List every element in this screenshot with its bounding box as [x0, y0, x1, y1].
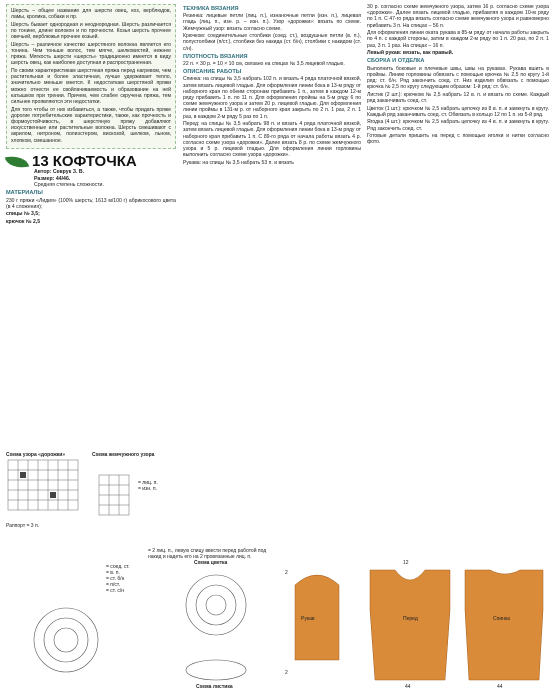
leaf-icon: [5, 153, 29, 171]
sleeve-cap: Для оформления линии оката рукава в 85-м ряду от начала работы закрыть по 4 п. с каждой стороны, затем в каждом 2-м ряду по 1 п. 20 раз, по 2 п. 1 раз, 3 п. 1 раз. На спицах – 16 п.: [367, 30, 549, 49]
pearl-chart: [98, 474, 138, 524]
scheme-dorozhki-label: Схема узора «дорожки»: [6, 452, 66, 458]
intro-paragraph: По своим характеристикам шерстяная пряжа перед нагревом, чем растительная и более эластичная, лучше удерживает тепло, значительно меньше мнется. К недостаткам шерстяной пряжи можно отнести ее свойлачиваемость и образование на ней катышков при трении. Причем, чем слабее скручена пряжа, тем сильнее проявляются эти недостатки.: [11, 68, 171, 106]
work-heading: ОПИСАНИЕ РАБОТЫ: [183, 69, 242, 76]
middle-column: [183, 4, 361, 167]
intro-paragraph: Шерсть – общее название для шерсти овец, коз, верблюдов, ламы, кролика, собаки и пр.: [11, 8, 171, 21]
scheme-pearl-label: Схема жемчужного узора: [92, 452, 155, 458]
wool-info-box: [6, 4, 176, 149]
pattern-label-front: Перед: [403, 616, 418, 622]
legend-purl: = изн. п.: [138, 486, 158, 492]
legend-dc: = ст. с/н: [106, 588, 124, 594]
crochet-text: Крючком: соединительные столбики (соед. ст.), воздушные петли (в. п.), полустолбики (п/ст.), столбики без накида (ст. б/н), столбики с накидом (ст. с/н).: [183, 33, 361, 52]
cable-legend: = 2 лиц. п., левую спицу ввести перед работой под накид и надеть его на 2 провязанные лиц. п.: [148, 548, 267, 560]
materials-hook: крючок № 2,5: [6, 219, 41, 226]
dim-back-width: 44: [497, 684, 503, 690]
article-title: КОФТОЧКА: [52, 153, 137, 171]
technique-heading: ТЕХНИКА ВЯЗАНИЯ: [183, 6, 239, 12]
knit-charts: [6, 452, 186, 529]
rapport-label: Раппорт = 3 п.: [6, 523, 40, 529]
crochet-legend: [106, 564, 130, 594]
dim-front-width: 44: [405, 684, 411, 690]
dim-sleeve-bottom: 2: [285, 670, 288, 676]
author: Автор: Севрук З. В.: [34, 169, 85, 176]
article-meta: [34, 169, 176, 188]
difficulty: Средняя степень сложности.: [34, 182, 104, 189]
intro-paragraph: Шерсть – различное качество шерстяного волокна является его тонина. Чем тоньше волос, тем мягче, шелковистей, нежнее пряжа. Мягкость шерсти «шерсть» традиционно имеется в виду шерсть овец, как наиболее доступная и распространенная.: [11, 41, 171, 67]
sleeve-text: Рукава: на спицы № 3,5 набрать 53 п. и вязать: [183, 159, 294, 166]
legend-chain: = в. п.: [106, 570, 120, 576]
crochet-chart: [6, 560, 276, 695]
materials-heading: МАТЕРИАЛЫ: [6, 190, 43, 197]
article-number: 13: [32, 153, 49, 171]
density-heading: ПЛОТНОСТЬ ВЯЗАНИЯ: [183, 53, 248, 60]
right-column: [367, 4, 549, 147]
assembly-text: Выполнить боковые и плечевые швы, швы на рукавах. Рукава вшить в проймы. Линию горловины обвязать с помощью крючка № 2,5 по кругу 1-й ряд: ст. б/н. Ряд закончить соед. ст. Низ изделия обвязать с помощью крючка № 2,5 по кругу следующим образом: 1-й ряд: ст. б/н.: [367, 65, 549, 91]
left-sleeve: Левый рукав: вязать, как правый.: [367, 50, 454, 57]
materials-needles: спицы № 3,5;: [6, 211, 40, 218]
assembly-heading: СБОРКА И ОТДЕЛКА: [367, 58, 425, 65]
left-column: [6, 4, 176, 227]
knit-legend: [138, 480, 178, 492]
legend-sc: = ст. б/н: [106, 576, 125, 582]
flower-text: Цветок (1 шт.): крючком № 2,5 набрать цепочку из 8 в. п. и замкнуть в кругу. Каждый ряд заканчивать соед. ст. Обвязать в кольцо 12 по 1 п. из 5-й ряд.: [367, 105, 549, 118]
density-text: 22 п. × 30 р. = 10 × 10 см, связано на спицах № 3,5 лицевой гладью.: [183, 61, 345, 68]
pattern-label-sleeve: Рукав: [301, 616, 315, 622]
legend-slip: = соед. ст.: [106, 564, 130, 570]
final-text: Готовые детали пришить на перед с помощью иголки и нитки согласно фото.: [367, 133, 549, 146]
back-text: Спинка: на спицы № 3,5 набрать 102 п. и вязать 4 ряда платочной вязкой, затем вязать лицевой гладью. Для оформления линии бока в 13-м ряду от наборного края по обеим сторонам прибавить 1 п., затем в каждом 12-м ряду прибавить 1 п. по 11 п. Для оформления проймы на 5-м ряду 6 по схеме жемчужного узора и затем 20 р. лицевой гладью. Для оформления линии проймы в 131-м р. от наборного края закрыть по 2 п. 1 раз, 2 п. 1 раз, в каждом 2-м ряду 5 раз по 1 п.: [183, 76, 361, 120]
garment-pattern: [285, 560, 550, 695]
crochet-diagrams: [6, 560, 276, 695]
leaf-text: Листик (2 шт.): крючком № 2,5 набрать 12 в. п. и вязать по схеме. Каждый ряд заканчивать соед. ст.: [367, 91, 549, 105]
legend-knit: = лиц. п.: [138, 480, 158, 486]
sleeve-continued: 30 р. согласно схеме жемчужного узора, затем 16 р. согласно схеме узора «дорожки». Далее вязать лицевой гладью, прибавляя в каждом 10-м ряду по 1 п. С 47-го ряда вязать согласно схеме жемчужного узора и равномерно прибавить 3 п. На спицах – 56 п.: [367, 4, 549, 29]
dorozhki-chart: [6, 458, 86, 518]
pattern-label-back: Спинка: [493, 616, 510, 622]
pattern-schematic: [285, 560, 550, 695]
front-text: Перед: на спицы № 3,5 набрать 98 п. и вязать 4 ряда платочной вязкой, затем вязать лицевой гладью. Для оформления линии бока в 13-м ряду от наборного края прибавить 1 п. С 89-го ряда от начала работы вязать 4 р. согласно схеме узора «дорожки». Далее вязать 8 р. по схеме жемчужного узора и 5 р. лицевой гладью. Для оформления линии горловины выполнить согласно схеме узора «дорожки».: [183, 121, 361, 159]
size: Размер: 44/46.: [34, 175, 71, 182]
berry-text: Ягодка (4 шт.): крючком № 2,5 набрать цепочку из 4 в. п. и замкнуть в кругу. Ряд закончить соед. ст.: [367, 119, 549, 132]
technique-text: Резинка: лицевые петли (лиц. п.), изнаночные петли (изн. п.), лицевая гладь (лиц. п., изн. р. – изн. п.). Узор «дорожки»: вязать по схеме. Жемчужный узор: вязать согласно схеме.: [183, 13, 361, 32]
materials-text: 230 г пряжи «Лидия» (100% шерсть; 1613 м/100 г) абрикосового цвета (в 4 сложения);: [6, 197, 176, 210]
dim-sleeve-top: 2: [285, 570, 288, 576]
scheme-flower-label: Схема цветка: [194, 560, 228, 566]
intro-paragraph: Шерсть бывает однородная и неоднородная. Шерсть различается по тонине, длине волокон и по прочности. Козья шерсть прочнее овечьей, верблюжья прочнее козьей.: [11, 21, 171, 41]
dim-neck: 12: [403, 560, 409, 566]
legend-hdc: = п/ст.: [106, 582, 121, 588]
intro-paragraph: Для того чтобы от них избавиться, а также, чтобы придать пряже дорогие потребительские характеристики, также, как прочность и формоустойчивость, в шерстяную пряжу добавляют искусственные или растительные волокна. Шерсть смешивают с акрилом, нитроном, полиэстером, вискозой, шелком, льном, хлопком, смешанное.: [11, 106, 171, 144]
scheme-leaf-label: Схема листика: [196, 684, 233, 690]
article-heading: [6, 155, 176, 169]
